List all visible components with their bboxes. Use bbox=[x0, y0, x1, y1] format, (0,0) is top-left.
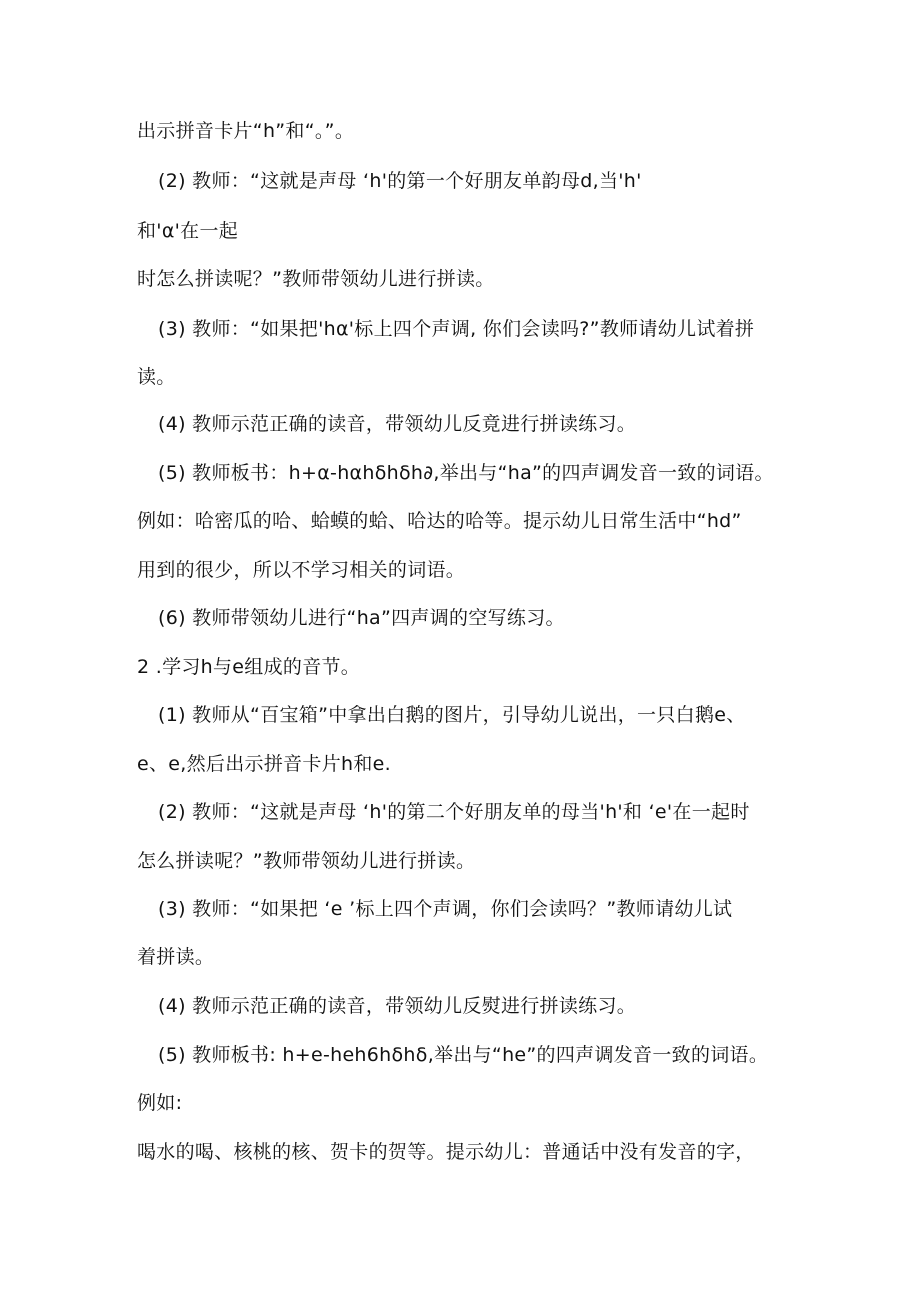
text-line-8: (5) 教师板书：h+α-hαhδhδh∂,举出与“ha”的四声调发音一致的词语。 bbox=[158, 462, 774, 484]
text-line-13: (1) 教师从“百宝箱”中拿出白鹅的图片，引导幼儿说出，一只白鹅e、 bbox=[158, 704, 746, 726]
text-line-21: 例如: bbox=[137, 1092, 183, 1114]
text-line-15: (2) 教师：“这就是声母 ‘h'的第二个好朋友单的母当'h'和 ‘e'在一起时 bbox=[158, 801, 750, 823]
text-line-10: 用到的很少，所以不学习相关的词语。 bbox=[137, 559, 466, 581]
text-line-16: 怎么拼读呢？”教师带领幼儿进行拼读。 bbox=[137, 850, 476, 872]
text-line-2: (2) 教师：“这就是声母 ‘h'的第一个好朋友单韵母d,当'h' bbox=[158, 170, 642, 192]
text-line-12: 2 .学习h与e组成的音节。 bbox=[137, 656, 361, 678]
text-line-11: (6) 教师带领幼儿进行“ha”四声调的空写练习。 bbox=[158, 607, 565, 629]
text-line-6: 读。 bbox=[137, 366, 176, 388]
text-line-18: 着拼读。 bbox=[137, 946, 215, 968]
text-line-14: e、e,然后出示拼音卡片h和e. bbox=[137, 753, 391, 775]
text-line-5: (3) 教师：“如果把'hα'标上四个声调, 你们会读吗?”教师请幼儿试着拼 bbox=[158, 318, 755, 340]
text-line-17: (3) 教师：“如果把 ‘e ’标上四个声调，你们会读吗？”教师请幼儿试 bbox=[158, 898, 733, 920]
text-line-1: 出示拼音卡片“h”和“。”。 bbox=[137, 120, 355, 142]
text-line-22: 喝水的喝、核桃的核、贺卡的贺等。提示幼儿：普通话中没有发音的字， bbox=[137, 1141, 755, 1163]
text-line-9: 例如：哈密瓜的哈、蛤蟆的蛤、哈达的哈等。提示幼儿日常生活中“hd” bbox=[137, 510, 742, 532]
text-line-4: 时怎么拼读呢？”教师带领幼儿进行拼读。 bbox=[137, 268, 495, 290]
text-line-20: (5) 教师板书: h+e-heh6hδhδ,举出与“he”的四声调发音一致的词语。 bbox=[158, 1044, 769, 1066]
text-line-19: (4) 教师示范正确的读音，带领幼儿反熨进行拼读练习。 bbox=[158, 995, 637, 1017]
text-line-3: 和'α'在一起 bbox=[137, 220, 239, 242]
text-line-7: (4) 教师示范正确的读音，带领幼儿反竟进行拼读练习。 bbox=[158, 413, 637, 435]
